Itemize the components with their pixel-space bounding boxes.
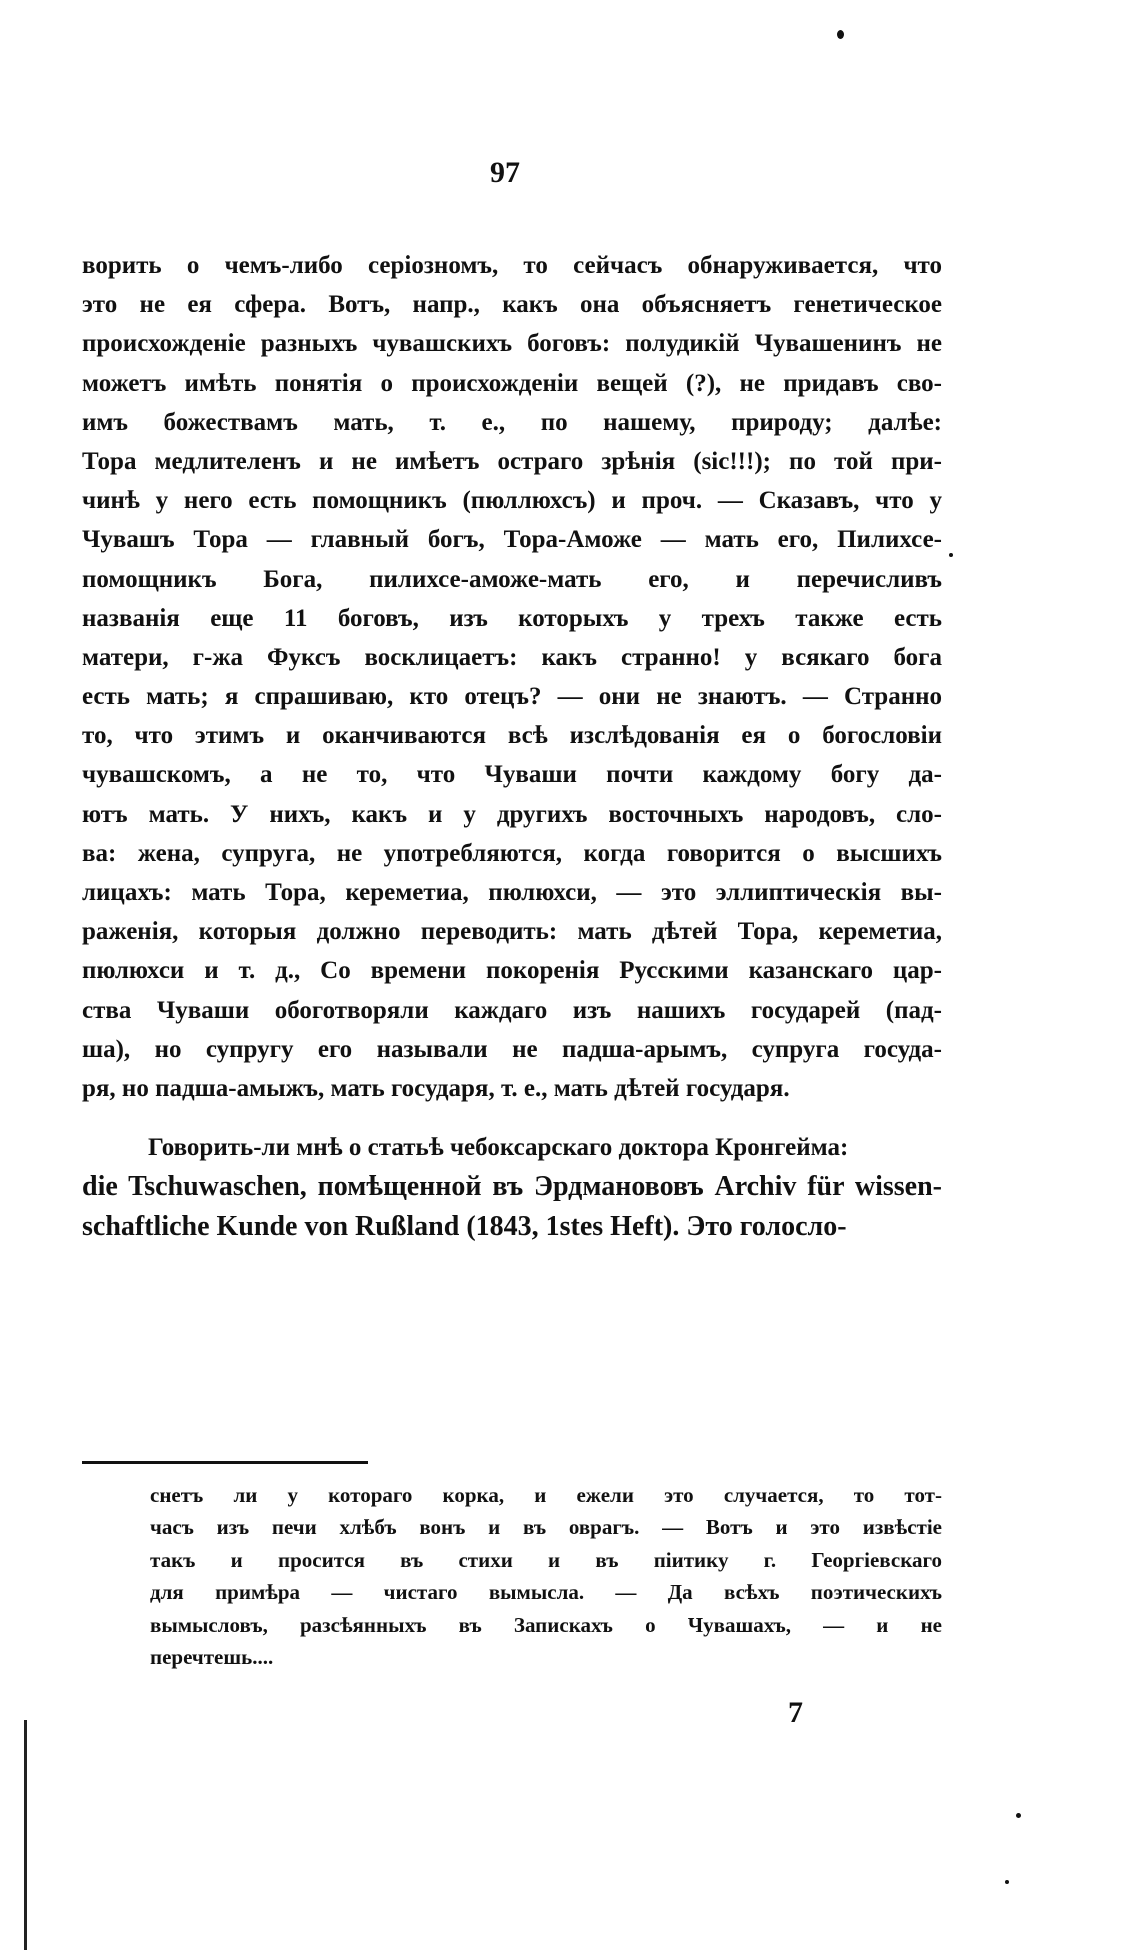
text-line: ства Чуваши обоготворяли каждаго изъ нашихъ государей (пад- bbox=[82, 996, 942, 1024]
text-line: перечтешь.... bbox=[150, 1644, 274, 1669]
text-line: Тора медлителенъ и не имѣетъ остраго зрѣнія (sic!!!); по той при- bbox=[82, 447, 942, 475]
text-line: ва: жена, супруга, не употребляются, когда говорится о высшихъ bbox=[82, 839, 942, 867]
text-line: то, что этимъ и оканчиваются всѣ изслѣдованія ея о богословіи bbox=[82, 722, 942, 750]
text-line: die Tschuwaschen, помѣщенной въ Эрдманововъ Archiv für wissen- bbox=[82, 1171, 942, 1203]
text-line: вымысловъ, разсѣянныхъ въ Запискахъ о Чувашахъ, — и не bbox=[150, 1612, 942, 1637]
text-line: раженія, которыя должно переводить: мать дѣтей Тора, кереметиa, bbox=[82, 918, 942, 946]
text-line: schaftliche Kunde von Rußland (1843, 1stes Heft). Это голосло- bbox=[82, 1210, 847, 1242]
paragraph-continued bbox=[82, 246, 942, 1108]
text-line: снетъ ли у котораго корка, и ежели это случается, то тот- bbox=[150, 1483, 942, 1507]
scan-speck bbox=[1005, 1880, 1009, 1884]
paragraph-gap bbox=[82, 1108, 942, 1128]
text-line: происхожденіе разныхъ чувашскихъ боговъ: полудикій Чувашенинъ не bbox=[82, 330, 942, 358]
text-line: для примѣра — чистаго вымысла. — Да всѣхъ поэтическихъ bbox=[150, 1580, 942, 1605]
scan-speck bbox=[837, 30, 844, 39]
page-number: 97 bbox=[490, 156, 520, 189]
text-line: есть мать; я спрашиваю, кто отецъ? — они не знаютъ. — Странно bbox=[82, 683, 942, 711]
text-line: помощникъ Бога, пилихсе-аможе-мать его, и перечисливъ bbox=[82, 565, 942, 593]
paragraph-kronheim bbox=[82, 1128, 942, 1246]
main-text bbox=[82, 246, 942, 1246]
text-line: лицахъ: мать Тора, кереметиa, пюлюхси, — это эллиптическія вы- bbox=[82, 879, 942, 906]
text-line: можетъ имѣть понятія о происхожденіи вещей (?), не придавъ сво- bbox=[82, 369, 942, 397]
footnote bbox=[150, 1479, 942, 1673]
text-line: чинѣ у него есть помощникъ (пюллюхсъ) и проч. — Сказавъ, что у bbox=[82, 487, 942, 515]
text-line: Чувашъ Тора — главный богъ, Тора-Аможе — мать его, Пилихсе- bbox=[82, 526, 942, 554]
text-line: чувашскомъ, а не то, что Чуваши почти каждому богу да- bbox=[82, 761, 942, 789]
text-line: такъ и просится въ стихи и въ піитику г. Георгіевскаго bbox=[150, 1547, 942, 1572]
text-line: имъ божествамъ мать, т. е., по нашему, природу; далѣе: bbox=[82, 408, 942, 436]
scan-speck bbox=[949, 553, 953, 557]
text-line: ворить о чемъ-либо серіозномъ, то сейчасъ обнаруживается, что bbox=[82, 252, 942, 279]
text-line: Говорить-ли мнѣ о статьѣ чебоксарскаго доктора Кронгейма: bbox=[148, 1134, 849, 1162]
footnote-rule bbox=[82, 1461, 368, 1464]
scan-speck bbox=[1016, 1813, 1021, 1818]
text-line: ря, но падша-амыжъ, мать государя, т. е., мать дѣтей государя. bbox=[82, 1074, 790, 1102]
signature-mark: 7 bbox=[788, 1696, 803, 1729]
text-line: пюлюхси и т. д., Со времени покоренія Русскими казанскаго цар- bbox=[82, 957, 942, 985]
text-line: матери, г-жа Фуксъ восклицаетъ: какъ странно! у всякаго бога bbox=[82, 643, 942, 671]
text-line: часъ изъ печи хлѣбъ вонъ и въ оврагъ. — Вотъ и это извѣстіе bbox=[150, 1515, 942, 1540]
text-line: это не ея сфера. Вотъ, напр., какъ она объясняетъ генетическое bbox=[82, 291, 942, 319]
scan-edge-mark bbox=[24, 1720, 27, 1950]
text-line: ша), но супругу его называли не падша-арымъ, супруга госуда- bbox=[82, 1035, 942, 1063]
text-line: названія еще 11 боговъ, изъ которыхъ у трехъ также есть bbox=[82, 604, 942, 632]
text-line: ютъ мать. У нихъ, какъ и у другихъ восточныхъ народовъ, сло- bbox=[82, 800, 942, 828]
